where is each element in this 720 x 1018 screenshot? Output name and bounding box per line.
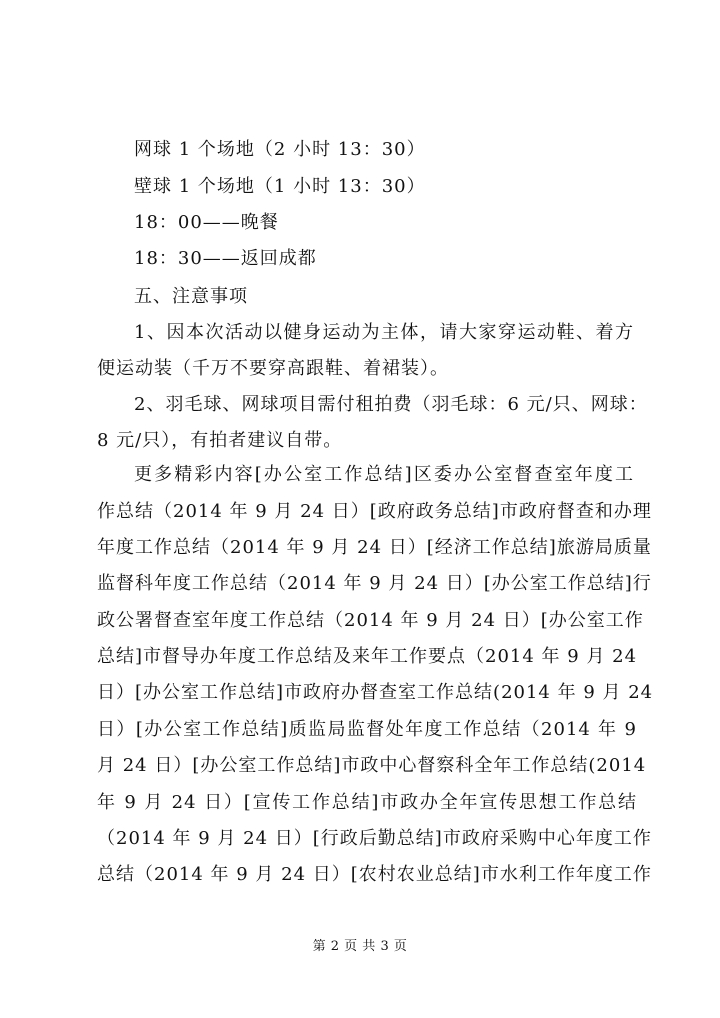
page-number-footer: 第 2 页 共 3 页 [312, 939, 408, 954]
note-1-line-1: 1、因本次活动以健身运动为主体，请大家穿运动鞋、着方 [134, 322, 634, 343]
more-line: （2014 年 9 月 24 日）[行政后勤总结]市政府采购中心年度工作 [97, 828, 652, 849]
schedule-tennis: 网球 1 个场地（2 小时 13：30） [134, 139, 426, 160]
more-line: 监督科年度工作总结（2014 年 9 月 24 日）[办公室工作总结]行 [97, 573, 652, 594]
schedule-dinner: 18：00——晚餐 [134, 212, 279, 233]
more-line: 作总结（2014 年 9 月 24 日）[政府政务总结]市政府督查和办理 [97, 501, 652, 522]
more-line: 总结]市督导办年度工作总结及来年工作要点（2014 年 9 月 24 [97, 646, 638, 667]
more-line: 总结（2014 年 9 月 24 日）[农村农业总结]市水利工作年度工作 [97, 864, 652, 885]
more-line: 年度工作总结（2014 年 9 月 24 日）[经济工作总结]旅游局质量 [97, 537, 652, 558]
more-line: 日）[办公室工作总结]质监局监督处年度工作总结（2014 年 9 [97, 719, 637, 740]
note-2-line-2: 8 元/只），有拍者建议自带。 [97, 430, 343, 451]
more-line: 更多精彩内容[办公室工作总结]区委办公室督查室年度工 [134, 464, 634, 485]
schedule-return: 18：30——返回成都 [134, 248, 317, 269]
more-line: 月 24 日）[办公室工作总结]市政中心督察科全年工作总结(2014 [97, 755, 647, 776]
section-heading: 五、注意事项 [134, 286, 248, 307]
schedule-squash: 壁球 1 个场地（1 小时 13：30） [134, 176, 426, 197]
note-1-line-2: 便运动装（千万不要穿高跟鞋、着裙装）。 [97, 358, 449, 379]
note-2-line-1: 2、羽毛球、网球项目需付租拍费（羽毛球：6 元/只、网球： [134, 394, 648, 415]
more-line: 政公署督查室年度工作总结（2014 年 9 月 24 日）[办公室工作 [97, 610, 644, 631]
more-line: 日）[办公室工作总结]市政府办督查室工作总结(2014 年 9 月 24 [97, 682, 654, 703]
more-line: 年 9 月 24 日）[宣传工作总结]市政办全年宣传思想工作总结 [97, 792, 637, 813]
